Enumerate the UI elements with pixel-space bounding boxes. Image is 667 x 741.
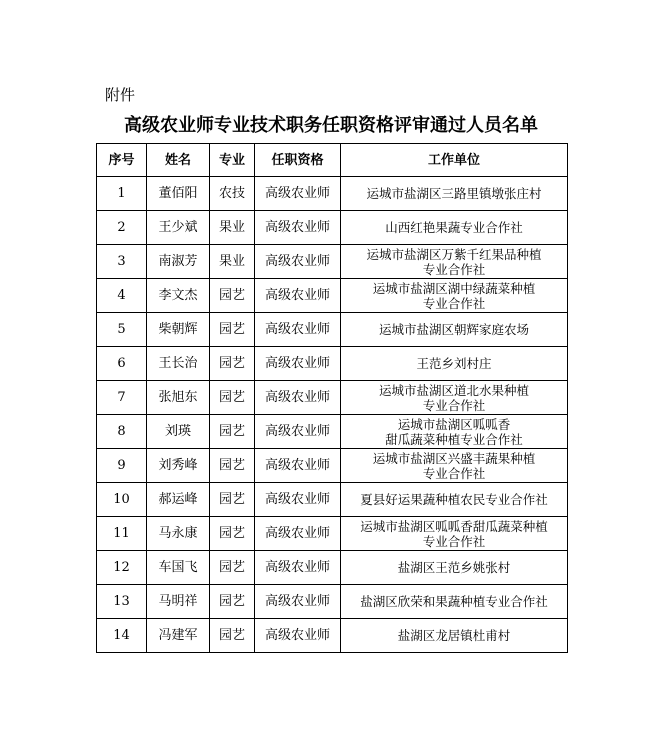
unit-line: 运城市盐湖区呱呱香 [397, 416, 511, 432]
cell-unit [341, 211, 568, 245]
cell-major: 果业 [210, 245, 255, 279]
cell-major: 园艺 [210, 347, 255, 381]
unit-line: 运城市盐湖区兴盛丰蔬果种植 [372, 450, 536, 466]
cell-major: 园艺 [210, 619, 255, 653]
unit-line: 专业合作社 [422, 397, 486, 413]
cell-name: 南淑芳 [147, 245, 210, 279]
cell-major: 园艺 [210, 449, 255, 483]
cell-index: 13 [97, 585, 147, 619]
table-row [97, 211, 568, 245]
cell-index: 11 [97, 517, 147, 551]
cell-major: 园艺 [210, 483, 255, 517]
table-row [97, 381, 568, 415]
cell-qualification: 高级农业师 [255, 279, 341, 313]
cell-major: 园艺 [210, 381, 255, 415]
cell-name: 马明祥 [147, 585, 210, 619]
cell-index: 6 [97, 347, 147, 381]
unit-line: 运城市盐湖区道北水果种植 [378, 382, 529, 398]
cell-qualification: 高级农业师 [255, 177, 341, 211]
cell-major: 园艺 [210, 313, 255, 347]
cell-unit [341, 619, 568, 653]
cell-unit [341, 381, 568, 415]
cell-index: 8 [97, 415, 147, 449]
unit-line: 盐湖区欣荣和果蔬种植专业合作社 [360, 594, 548, 609]
cell-unit [341, 551, 568, 585]
cell-unit [341, 483, 568, 517]
cell-name: 李文杰 [147, 279, 210, 313]
unit-line: 甜瓜蔬菜种植专业合作社 [385, 431, 523, 447]
unit-line: 运城市盐湖区湖中绿蔬菜种植 [372, 280, 536, 296]
table-row [97, 483, 568, 517]
cell-name: 郝运峰 [147, 483, 210, 517]
cell-name: 车国飞 [147, 551, 210, 585]
cell-unit [341, 415, 568, 449]
cell-major: 园艺 [210, 517, 255, 551]
cell-qualification: 高级农业师 [255, 517, 341, 551]
cell-index: 10 [97, 483, 147, 517]
cell-unit [341, 313, 568, 347]
cell-qualification: 高级农业师 [255, 585, 341, 619]
header-unit: 工作单位 [341, 144, 568, 177]
unit-line: 专业合作社 [422, 261, 486, 277]
cell-name: 王长治 [147, 347, 210, 381]
unit-line: 运城市盐湖区三路里镇墩张庄村 [366, 186, 542, 201]
cell-index: 14 [97, 619, 147, 653]
cell-qualification: 高级农业师 [255, 347, 341, 381]
table-row [97, 245, 568, 279]
table-row [97, 313, 568, 347]
cell-major: 园艺 [210, 585, 255, 619]
cell-qualification: 高级农业师 [255, 415, 341, 449]
cell-major: 园艺 [210, 551, 255, 585]
unit-line: 夏县好运果蔬种植农民专业合作社 [360, 492, 548, 507]
cell-name: 董佰阳 [147, 177, 210, 211]
unit-line: 王范乡刘村庄 [416, 356, 492, 371]
table-row [97, 415, 568, 449]
table-row [97, 279, 568, 313]
unit-line: 专业合作社 [422, 295, 486, 311]
cell-unit [341, 517, 568, 551]
cell-name: 马永康 [147, 517, 210, 551]
table-row [97, 585, 568, 619]
cell-index: 7 [97, 381, 147, 415]
cell-qualification: 高级农业师 [255, 313, 341, 347]
cell-major: 农技 [210, 177, 255, 211]
cell-name: 冯建军 [147, 619, 210, 653]
roster-table [96, 143, 568, 653]
cell-name: 柴朝辉 [147, 313, 210, 347]
cell-unit [341, 177, 568, 211]
cell-name: 张旭东 [147, 381, 210, 415]
cell-unit [341, 449, 568, 483]
table-row [97, 449, 568, 483]
cell-major: 园艺 [210, 279, 255, 313]
table-row [97, 347, 568, 381]
cell-unit [341, 245, 568, 279]
cell-qualification: 高级农业师 [255, 619, 341, 653]
cell-unit [341, 347, 568, 381]
cell-qualification: 高级农业师 [255, 245, 341, 279]
table-row [97, 551, 568, 585]
attachment-label: 附件 [105, 86, 136, 104]
unit-line: 运城市盐湖区万紫千红果品种植 [366, 246, 542, 262]
cell-qualification: 高级农业师 [255, 483, 341, 517]
document-title: 高级农业师专业技术职务任职资格评审通过人员名单 [124, 115, 538, 136]
header-qualification: 任职资格 [255, 144, 341, 177]
cell-name: 刘秀峰 [147, 449, 210, 483]
cell-name: 王少斌 [147, 211, 210, 245]
unit-line: 盐湖区王范乡姚张村 [397, 560, 511, 575]
cell-index: 1 [97, 177, 147, 211]
cell-qualification: 高级农业师 [255, 449, 341, 483]
table-header-row [97, 144, 568, 177]
cell-index: 4 [97, 279, 147, 313]
unit-line: 盐湖区龙居镇杜甫村 [397, 628, 511, 643]
cell-qualification: 高级农业师 [255, 551, 341, 585]
cell-index: 3 [97, 245, 147, 279]
table-row [97, 517, 568, 551]
cell-qualification: 高级农业师 [255, 381, 341, 415]
table-row [97, 619, 568, 653]
header-index: 序号 [97, 144, 147, 177]
unit-line: 运城市盐湖区朝辉家庭农场 [378, 322, 529, 337]
header-name: 姓名 [147, 144, 210, 177]
cell-major: 果业 [210, 211, 255, 245]
table-body [97, 177, 568, 653]
cell-qualification: 高级农业师 [255, 211, 341, 245]
cell-unit [341, 279, 568, 313]
cell-index: 12 [97, 551, 147, 585]
unit-line: 专业合作社 [422, 533, 486, 549]
unit-line: 运城市盐湖区呱呱香甜瓜蔬菜种植 [360, 518, 548, 534]
header-major: 专业 [210, 144, 255, 177]
unit-line: 山西红艳果蔬专业合作社 [385, 220, 523, 235]
cell-major: 园艺 [210, 415, 255, 449]
cell-index: 9 [97, 449, 147, 483]
cell-index: 2 [97, 211, 147, 245]
cell-unit [341, 585, 568, 619]
table-row [97, 177, 568, 211]
cell-index: 5 [97, 313, 147, 347]
unit-line: 专业合作社 [422, 465, 486, 481]
cell-name: 刘瑛 [147, 415, 210, 449]
